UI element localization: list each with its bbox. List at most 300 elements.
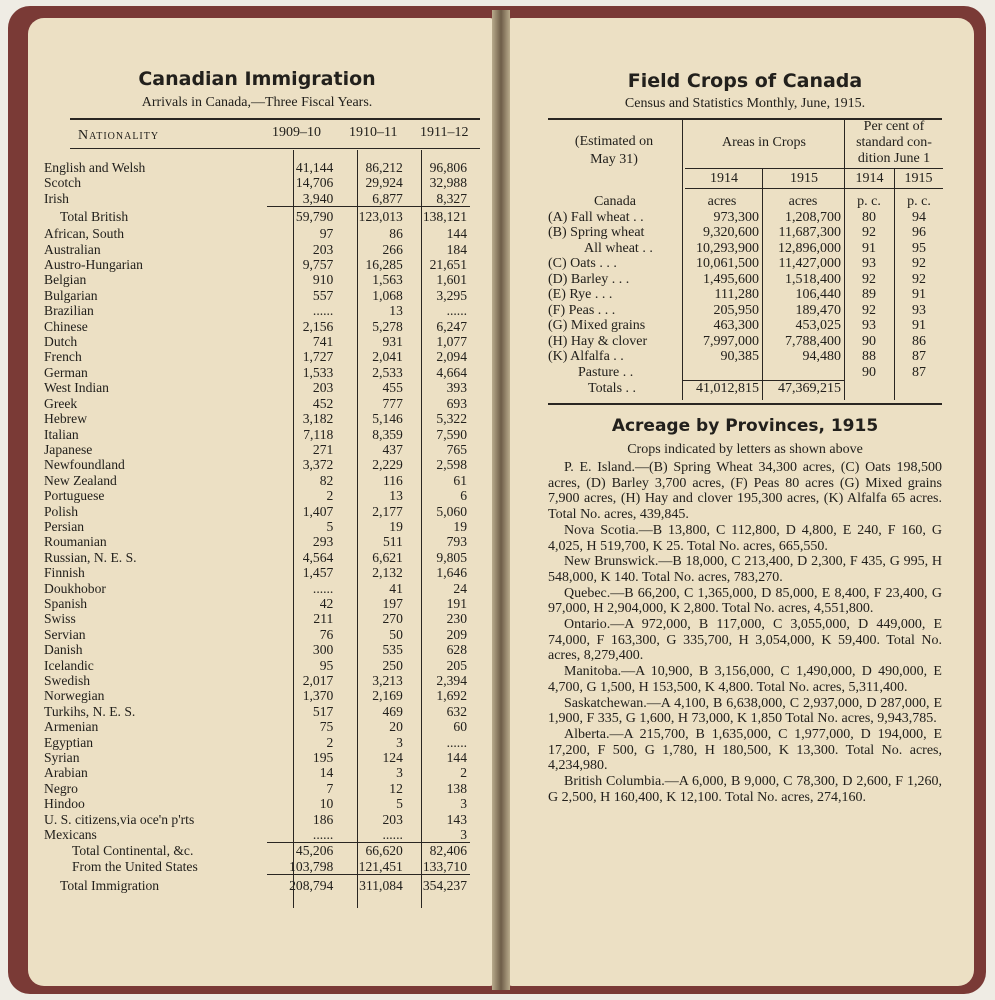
area-1914: 90,385	[720, 349, 759, 364]
nationality-name: Arabian	[44, 765, 88, 781]
immigration-value-v3: 632	[446, 703, 467, 719]
nationality-name: German	[44, 364, 88, 380]
immigration-row	[44, 160, 470, 175]
immigration-row	[44, 226, 470, 241]
immigration-row	[44, 796, 470, 811]
immigration-value-v1: 103,798	[267, 859, 337, 875]
nationality-name: Doukhobor	[44, 580, 106, 596]
immigration-row	[44, 627, 470, 642]
immigration-value-v2: 19	[389, 518, 403, 534]
immigration-value-v2: 3,213	[372, 673, 403, 688]
crops-row	[548, 381, 944, 397]
nationality-name: Italian	[44, 426, 79, 442]
immigration-total-row	[44, 843, 470, 859]
pc-1915: 92	[912, 256, 926, 271]
immigration-value-v1: 271	[312, 441, 334, 457]
immigration-value-v1: 1,533	[302, 364, 334, 380]
immigration-value-v1: 517	[312, 703, 334, 719]
immigration-value-v3: 96,806	[429, 160, 467, 175]
area-1915: 11,427,000	[778, 256, 841, 271]
immigration-value-v3: 693	[446, 395, 467, 411]
area-1915: 12,896,000	[778, 240, 841, 256]
immigration-value-v1: 5	[326, 518, 334, 534]
immigration-row	[44, 534, 470, 549]
immigration-value-v1: 59,790	[295, 209, 334, 225]
crops-subtitle: Census and Statistics Monthly, June, 1915.	[624, 96, 866, 111]
crop-name: (E) Rye . . .	[548, 287, 613, 302]
pc-1914: 90	[862, 333, 876, 349]
immigration-value-v1: 10	[319, 796, 334, 812]
area-1915	[762, 365, 844, 381]
crop-name: (G) Mixed grains	[548, 318, 646, 333]
immigration-value-v2: 203	[382, 811, 403, 827]
estimated-header-date: May 31)	[590, 152, 638, 167]
immigration-value-v1: 95	[319, 657, 334, 673]
immigration-value-v2: 121,451	[336, 859, 406, 875]
immigration-value-v1: 1,457	[302, 565, 334, 581]
immigration-value-v3: 2,394	[436, 673, 467, 688]
province-paragraph: Nova Scotia.—B 13,800, C 112,800, D 4,800, E 240, F 160, G 4,025, H 519,700, K 25. Total No. acres, 665,550.	[548, 522, 942, 554]
immigration-value-v1: 82	[319, 472, 334, 488]
immigration-value-v1: 195	[312, 750, 334, 766]
immigration-value-v2: 266	[382, 241, 403, 257]
crops-row	[548, 225, 944, 241]
immigration-row	[44, 550, 470, 565]
area-1915: 453,025	[795, 318, 841, 333]
immigration-value-v1: 2,017	[302, 673, 334, 688]
immigration-value-v2: 5,146	[372, 411, 403, 427]
crop-name: (A) Fall wheat . .	[548, 209, 644, 225]
pc-1915: 87	[912, 364, 926, 380]
immigration-row	[44, 565, 470, 580]
immigration-row	[44, 288, 470, 303]
immigration-value-v1: 75	[319, 719, 334, 735]
immigration-value-v2: 66,620	[365, 843, 403, 859]
area-1915: 47,369,215	[762, 381, 844, 397]
pc-1914: 93	[862, 256, 876, 271]
crop-name: (H) Hay & clover	[548, 333, 648, 349]
immigration-value-v3: 765	[446, 441, 467, 457]
immigration-value-v1: 741	[312, 334, 334, 350]
nationality-name: Turkihs, N. E. S.	[44, 703, 136, 719]
immigration-row	[44, 207, 470, 227]
area-1914	[682, 365, 762, 381]
nationality-name: Icelandic	[44, 657, 94, 673]
immigration-value-v1: 452	[312, 395, 334, 411]
immigration-value-v1: 2,156	[302, 318, 334, 334]
immigration-value-v2: 2,041	[372, 349, 403, 365]
immigration-value-v3: 138	[446, 780, 467, 796]
immigration-value-v2: 197	[382, 595, 403, 611]
nationality-name: Hebrew	[44, 411, 88, 427]
immigration-total-row	[44, 859, 470, 875]
immigration-value-v2: 20	[389, 719, 403, 735]
nationality-name: Japanese	[44, 441, 93, 457]
crop-name: Pasture . .	[578, 364, 634, 380]
nationality-name: Australian	[44, 241, 101, 257]
immigration-value-v3: 393	[446, 380, 467, 396]
nationality-name: New Zealand	[44, 472, 117, 488]
immigration-row	[44, 411, 470, 426]
immigration-value-v3: ......	[446, 734, 467, 750]
pc-1914: 1914	[855, 171, 884, 186]
immigration-value-v2: 3	[396, 734, 403, 750]
immigration-row	[44, 427, 470, 442]
nationality-name: Armenian	[44, 719, 99, 735]
province-paragraph: New Brunswick.—B 18,000, C 213,400, D 2,300, F 435, G 995, H 548,000, K 140. Total No. acres, 783,270.	[548, 554, 942, 585]
area-1914: 10,061,500	[696, 256, 759, 271]
immigration-row	[44, 191, 470, 207]
immigration-value-v2: 250	[382, 657, 403, 673]
immigration-value-v3: 24	[453, 580, 467, 596]
pc-1915: 86	[912, 333, 926, 349]
area-1915: 1,208,700	[785, 209, 841, 225]
nationality-name: Hindoo	[44, 796, 85, 812]
pc-1914: 80	[862, 209, 876, 225]
nationality-name: Finnish	[44, 565, 85, 581]
immigration-title: Canadian Immigration	[138, 68, 376, 90]
immigration-value-v1: 14	[319, 765, 334, 781]
area-1914: 7,997,000	[703, 333, 759, 349]
nationality-name: African, South	[44, 226, 125, 242]
nationality-name: Brazilian	[44, 303, 94, 319]
immigration-value-v3: 191	[446, 595, 467, 611]
areas-header: Areas in Crops	[722, 135, 806, 150]
pc-1915: 1915	[904, 171, 933, 186]
pc-1914	[844, 381, 894, 397]
pc-1914: 92	[862, 302, 876, 318]
nationality-name: Polish	[44, 503, 78, 519]
immigration-value-v1: 9,757	[302, 257, 334, 273]
pc-1915: p. c.	[907, 194, 931, 209]
pc-1915	[894, 381, 944, 397]
immigration-value-v1: 3,372	[302, 457, 334, 473]
nationality-name: Spanish	[44, 595, 88, 611]
area-1914: 9,320,600	[703, 225, 759, 240]
percent-header-3: dition June 1	[857, 151, 931, 166]
provinces-subtitle: Crops indicated by letters as shown above	[627, 442, 863, 457]
immigration-value-v3: 9,805	[436, 549, 467, 565]
immigration-value-v2: 535	[382, 642, 403, 658]
immigration-value-v2: 50	[389, 626, 403, 642]
immigration-value-v2: 469	[382, 703, 403, 719]
immigration-row	[44, 396, 470, 411]
immigration-row	[44, 380, 470, 395]
immigration-row	[44, 781, 470, 796]
area-1914: 111,280	[714, 287, 759, 302]
area-1915: 11,687,300	[778, 225, 841, 240]
immigration-row	[44, 473, 470, 488]
pc-1914: 93	[862, 318, 876, 333]
immigration-value-v1: 1,727	[302, 349, 334, 365]
immigration-value-v2: 123,013	[358, 209, 403, 225]
immigration-value-v2: 6,621	[372, 549, 403, 565]
immigration-value-v3: 2	[460, 765, 467, 781]
nationality-name: Chinese	[44, 318, 88, 334]
immigration-row	[44, 611, 470, 626]
immigration-value-v2: 1,563	[372, 272, 403, 288]
immigration-value-v2: 3	[396, 765, 403, 781]
year-header-1909: 1909–10	[272, 125, 321, 140]
immigration-row	[44, 812, 470, 827]
provinces-text	[548, 460, 942, 805]
area-1914: 973,300	[713, 209, 759, 225]
province-paragraph: Saskatchewan.—A 4,100, B 6,638,000, C 2,937,000, D 287,000, E 1,900, F 335, G 1,600, H 73,000, K 1,850 Total No. acres, 9,943,785.	[548, 695, 942, 727]
crops-unit-row	[548, 194, 944, 210]
immigration-value-v3: 230	[446, 611, 467, 627]
area-1915: 7,788,400	[785, 333, 841, 349]
crop-name: All wheat . .	[584, 240, 653, 256]
immigration-value-v2: 777	[382, 395, 403, 411]
immigration-value-v1: ......	[267, 827, 337, 843]
nationality-name: French	[44, 349, 82, 365]
immigration-value-v1: 42	[319, 595, 334, 611]
crop-name: (B) Spring wheat	[548, 225, 645, 240]
immigration-value-v3: 144	[446, 226, 467, 242]
nationality-name: Russian, N. E. S.	[44, 549, 137, 565]
immigration-value-v2: 5	[396, 796, 403, 812]
immigration-value-v2: 8,359	[372, 426, 403, 442]
immigration-value-v2: 5,278	[372, 318, 403, 334]
immigration-row	[44, 596, 470, 611]
nationality-name: Swiss	[44, 611, 76, 627]
immigration-value-v3: 793	[446, 534, 467, 550]
area-1914: 10,293,900	[696, 240, 759, 256]
crops-row	[548, 287, 944, 303]
immigration-value-v2: 2,533	[372, 364, 403, 380]
immigration-value-v3: 8,327	[406, 191, 470, 207]
immigration-value-v1: 3,940	[267, 191, 337, 207]
year-header-1911: 1911–12	[420, 125, 469, 140]
provinces-title: Acreage by Provinces, 1915	[611, 416, 879, 436]
nationality-name: Total Continental, &c.	[72, 843, 194, 859]
pc-1915: 94	[912, 209, 926, 225]
immigration-value-v3: 5,322	[436, 411, 467, 427]
immigration-row	[44, 365, 470, 380]
nationality-name: Mexicans	[44, 827, 97, 843]
nationality-name: Irish	[44, 191, 69, 207]
province-paragraph: Alberta.—A 215,700, B 1,635,000, C 1,977,000, D 194,000, E 17,200, F 500, G 1,780, H 180,500, K 13,300. Total No. acres, 4,234,980.	[548, 726, 942, 774]
immigration-value-v3: 138,121	[422, 209, 467, 225]
province-paragraph: Quebec.—B 66,200, C 1,365,000, D 85,000, E 8,400, F 23,400, G 97,000, H 2,904,000, K 2,800. Total No. acres, 4,551,800.	[548, 585, 942, 617]
immigration-value-v3: 21,651	[429, 257, 467, 273]
pc-1915: 95	[912, 240, 926, 256]
areas-1914: 1914	[710, 171, 738, 186]
pc-1915: 87	[912, 349, 926, 364]
immigration-value-v2: 270	[382, 611, 403, 627]
pc-1915: 92	[912, 271, 926, 287]
immigration-row	[44, 175, 470, 190]
immigration-value-v1: 3,182	[302, 411, 334, 427]
pc-1915: 96	[912, 225, 926, 240]
nationality-name: Persian	[44, 518, 85, 534]
immigration-value-v2: 2,132	[372, 565, 403, 581]
immigration-value-v1: 7,118	[303, 426, 334, 442]
immigration-value-v1: 41,144	[295, 160, 334, 175]
immigration-row	[44, 750, 470, 765]
percent-header-2: standard con-	[856, 135, 932, 150]
area-1915: 1,518,400	[785, 271, 841, 287]
immigration-value-v3: 1,646	[436, 565, 467, 581]
province-paragraph: Manitoba.—A 10,900, B 3,156,000, C 1,490,000, D 490,000, E 4,700, G 1,500, H 153,500, K 4,800. Total No. acres, 5,311,400.	[548, 664, 942, 695]
pc-1914: 91	[862, 240, 876, 256]
crops-row	[548, 318, 944, 334]
immigration-row	[44, 581, 470, 596]
immigration-value-v1: 97	[319, 226, 334, 242]
province-paragraph: British Columbia.—A 6,000, B 9,000, C 78,300, D 2,600, F 1,260, G 2,500, H 160,400, K 12,100. Total No. acres, 274,160.	[548, 774, 942, 805]
immigration-value-v2: 511	[382, 534, 403, 550]
area-1914: 205,950	[713, 302, 759, 318]
immigration-value-v1: 203	[312, 241, 334, 257]
pc-1915: 91	[912, 318, 926, 333]
immigration-value-v3: 205	[446, 657, 467, 673]
immigration-value-v1: 4,564	[302, 549, 334, 565]
immigration-value-v1: ......	[312, 303, 334, 319]
province-paragraph: Ontario.—A 972,000, B 117,000, C 3,055,000, D 449,000, E 74,000, F 163,300, G 335,700, H 3,054,000, K 59,400. Total No. acres, 8,279,400.	[548, 617, 942, 664]
immigration-subtitle: Arrivals in Canada,—Three Fiscal Years.	[141, 95, 373, 110]
immigration-value-v1: ......	[312, 580, 334, 596]
immigration-value-v3: 184	[446, 241, 467, 257]
province-paragraph: P. E. Island.—(B) Spring Wheat 34,300 acres, (C) Oats 198,500 acres, (D) Barley 3,700 acres, (F) Peas 80 acres (G) Mixed grains 7,900 acres, (H) Hay and clover 195,300 acres, (K) Alfalfa 65 acres. Total No. acres, 439,845.	[548, 460, 942, 523]
immigration-row	[44, 735, 470, 750]
immigration-row	[44, 704, 470, 719]
crop-name: Totals . .	[588, 380, 637, 396]
immigration-value-v2: 16,285	[365, 257, 403, 273]
nationality-name: Negro	[44, 780, 78, 796]
pc-1915: 93	[912, 302, 926, 318]
immigration-value-v3: 60	[453, 719, 467, 735]
year-header-1910: 1910–11	[349, 125, 398, 140]
area-1915: 94,480	[802, 349, 841, 364]
immigration-value-v3: 354,237	[422, 878, 467, 894]
immigration-value-v2: ......	[336, 827, 406, 843]
immigration-value-v2: 12	[389, 780, 403, 796]
immigration-value-v1: 76	[319, 626, 334, 642]
immigration-value-v3: 3	[460, 796, 467, 812]
nationality-name: Scotch	[44, 175, 81, 191]
crops-row	[548, 334, 944, 350]
nationality-name: Danish	[44, 642, 83, 658]
pc-1914: p. c.	[857, 194, 881, 209]
crop-name: (F) Peas . . .	[548, 302, 616, 318]
pc-1914: 90	[862, 364, 876, 380]
nationality-name: Egyptian	[44, 734, 94, 750]
immigration-total-row	[44, 875, 470, 897]
crops-row	[548, 210, 944, 226]
immigration-row	[44, 688, 470, 703]
immigration-value-v1: 2	[326, 488, 334, 504]
immigration-value-v2: 86	[389, 226, 403, 242]
nationality-name: West Indian	[44, 380, 109, 396]
immigration-value-v1: 910	[312, 272, 334, 288]
immigration-value-v2: 437	[382, 441, 403, 457]
area-1914: 1,495,600	[703, 271, 759, 287]
nationality-name: U. S. citizens,via oce'n p'rts	[44, 811, 195, 827]
immigration-row	[44, 272, 470, 287]
nationality-name: Servian	[44, 626, 86, 642]
immigration-value-v1: 186	[312, 811, 334, 827]
immigration-row	[44, 349, 470, 364]
nationality-name: English and Welsh	[44, 160, 146, 175]
immigration-value-v1: 45,206	[295, 843, 334, 859]
immigration-value-v2: 1,068	[372, 287, 403, 303]
immigration-value-v2: 86,212	[365, 160, 403, 175]
immigration-value-v2: 41	[389, 580, 403, 596]
crop-name: (C) Oats . . .	[548, 256, 617, 271]
immigration-value-v1: 7	[326, 780, 334, 796]
immigration-value-v1: 208,794	[289, 878, 334, 894]
nationality-name: From the United States	[72, 859, 198, 875]
immigration-value-v2: 6,877	[336, 191, 406, 207]
immigration-value-v3: ......	[446, 303, 467, 319]
area-1915: 189,470	[795, 302, 841, 318]
immigration-row	[44, 642, 470, 657]
immigration-value-v3: 1,601	[436, 272, 467, 288]
crop-name: Canada	[594, 194, 636, 209]
immigration-value-v1: 14,706	[295, 175, 334, 191]
immigration-value-v3: 1,077	[436, 334, 467, 350]
nationality-name: Newfoundland	[44, 457, 125, 473]
immigration-value-v3: 628	[446, 642, 467, 658]
nationality-name: Bulgarian	[44, 287, 98, 303]
immigration-value-v3: 61	[453, 472, 467, 488]
immigration-value-v3: 7,590	[436, 426, 467, 442]
immigration-value-v1: 1,370	[302, 688, 334, 704]
nationality-name: Portuguese	[44, 488, 105, 504]
areas-1915: 1915	[790, 171, 818, 186]
immigration-value-v3: 2,598	[436, 457, 467, 473]
immigration-value-v3: 2,094	[436, 349, 467, 365]
crops-row	[548, 241, 944, 257]
crops-row	[548, 365, 944, 381]
book-gutter	[492, 10, 510, 990]
area-1914: 41,012,815	[682, 381, 762, 397]
immigration-row	[44, 658, 470, 673]
immigration-row	[44, 242, 470, 257]
immigration-value-v1: 1,407	[302, 503, 334, 519]
crop-name: (D) Barley . . .	[548, 271, 630, 287]
immigration-value-v2: 455	[382, 380, 403, 396]
nationality-name: Swedish	[44, 673, 91, 688]
immigration-value-v3: 144	[446, 750, 467, 766]
nationality-name: Roumanian	[44, 534, 107, 550]
immigration-value-v2: 13	[389, 488, 403, 504]
crops-row	[548, 303, 944, 319]
immigration-value-v1: 211	[313, 611, 334, 627]
immigration-row	[44, 442, 470, 457]
immigration-value-v2: 116	[382, 472, 403, 488]
crops-row	[548, 272, 944, 288]
immigration-value-v2: 13	[389, 303, 403, 319]
immigration-value-v3: 1,692	[436, 688, 467, 704]
nationality-name: Total British	[60, 208, 129, 224]
nationality-name: Dutch	[44, 334, 78, 350]
immigration-value-v2: 311,084	[359, 878, 403, 894]
nationality-name: Greek	[44, 395, 78, 411]
immigration-value-v2: 2,169	[372, 688, 403, 704]
pc-1914: 88	[862, 349, 876, 364]
nationality-name: Austro-Hungarian	[44, 257, 143, 273]
immigration-value-v3: 19	[453, 518, 467, 534]
pc-1914: 89	[862, 287, 876, 302]
area-1915: acres	[788, 194, 818, 209]
immigration-value-v1: 203	[312, 380, 334, 396]
immigration-value-v3: 3,295	[436, 287, 467, 303]
immigration-row	[44, 488, 470, 503]
immigration-row	[44, 457, 470, 472]
immigration-value-v2: 2,177	[372, 503, 403, 519]
immigration-value-v3: 133,710	[406, 859, 470, 875]
